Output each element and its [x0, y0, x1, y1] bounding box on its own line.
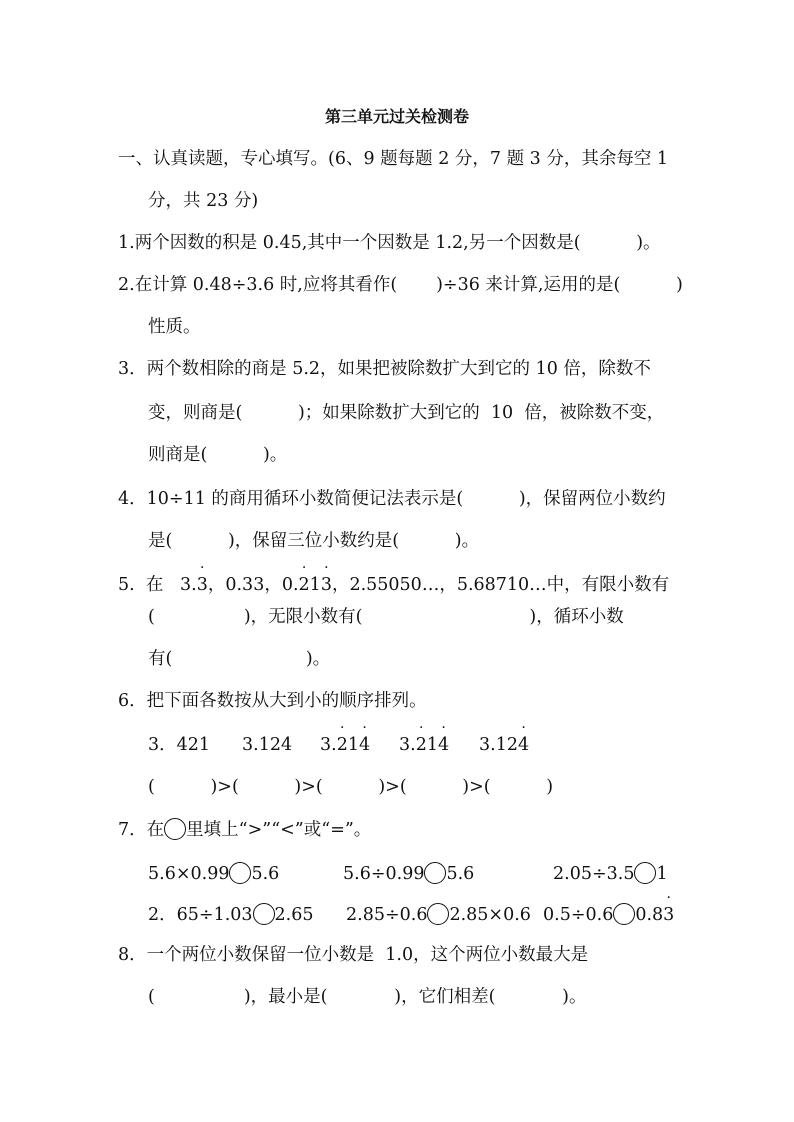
compare-item: 2.85÷0.6 2.85×0.6 [346, 905, 531, 925]
number-3-214-a: 3.2 ·14 · [320, 734, 370, 756]
question-2-line1: 2.在计算 0.48÷3.6 时,应将其看作( )÷36 来计算,运用的是( ) [118, 275, 683, 295]
question-5-line2: ( )，无限小数有( )，循环小数 [148, 607, 624, 627]
question-8-line2: ( )，最小是( )，它们相差( )。 [148, 987, 587, 1007]
question-3-line3: 则商是( )。 [148, 445, 288, 465]
compare-item: 5.6÷0.99 5.6 [343, 864, 475, 884]
question-6-prompt: 6．把下面各数按从大到小的顺序排列。 [118, 691, 427, 711]
q5-text-b: ，0.33，0. [207, 575, 299, 595]
compare-item: 0.5÷0.6 0.83 · [543, 903, 674, 926]
number-3-421: 3．421 [148, 735, 211, 755]
number-3-124-b: 3.124 · [479, 734, 529, 756]
section-heading-line2: 分，共 23 分) [148, 191, 259, 211]
circle-blank-icon[interactable] [613, 903, 635, 925]
circle-blank-icon[interactable] [229, 862, 251, 884]
q5-text-d: ，2.55050…，5.68710…中，有限小数有 [331, 575, 670, 595]
q5-dotted-digit: 2 · [299, 574, 310, 596]
question-1: 1.两个因数的积是 0.45,其中一个因数是 1.2,另一个因数是( )。 [118, 233, 661, 253]
number-3-124: 3.124 [242, 735, 293, 755]
order-blanks: ( )>( )>( )>( )>( ) [148, 777, 554, 797]
q5-dotted-digit: 3 · [321, 574, 332, 596]
q5-text-a: 5. 在 3. [118, 575, 197, 595]
question-5-line3: 有( )。 [148, 649, 331, 669]
q7-dotted-digit: 3 · [663, 904, 674, 926]
q6-dotted-digit: 4 · [518, 734, 529, 756]
circle-blank-icon[interactable] [634, 862, 656, 884]
circle-blank-icon[interactable] [427, 903, 449, 925]
question-8-line1: 8．一个两位小数保留一位小数是 1.0，这个两位小数最大是 [118, 945, 589, 965]
q6-dotted-digit: 4 · [438, 734, 449, 756]
q5-text-c: 1 [309, 575, 321, 595]
question-7-prompt: 7．在 里填上“>”“<”或“=”。 [118, 820, 372, 840]
q6-dotted-digit: 2 · [337, 734, 348, 756]
question-2-line2: 性质。 [148, 317, 201, 337]
compare-item: 2.05÷3.5 1 [553, 864, 668, 884]
compare-item: 5.6×0.99 5.6 [148, 864, 280, 884]
question-3-line1: 3．两个数相除的商是 5.2，如果把被除数扩大到它的 10 倍，除数不 [118, 359, 651, 379]
q6-dotted-digit: 4 · [359, 734, 370, 756]
question-5-line1 [118, 574, 669, 596]
question-4-line2: 是( )，保留三位小数约是( )。 [148, 531, 480, 551]
circle-blank-icon[interactable] [253, 903, 275, 925]
q5-dotted-digit: 3 · [197, 574, 208, 596]
question-4-line1: 4．10÷11 的商用循环小数简便记法表示是( )，保留两位小数约 [118, 489, 666, 509]
page-title: 第三单元过关检测卷 [324, 107, 469, 126]
number-3-214-b: 3.2 ·14 · [399, 734, 449, 756]
compare-item: 2．65÷1.03 2.65 [148, 905, 314, 925]
q6-dotted-digit: 2 · [416, 734, 427, 756]
section-heading-line1: 一、认真读题，专心填写。(6、9 题每题 2 分，7 题 3 分，其余每空 1 [118, 149, 669, 169]
circle-blank-icon [164, 818, 186, 840]
circle-blank-icon[interactable] [424, 862, 446, 884]
question-3-line2: 变，则商是( )；如果除数扩大到它的 10 倍，被除数不变， [148, 403, 665, 423]
